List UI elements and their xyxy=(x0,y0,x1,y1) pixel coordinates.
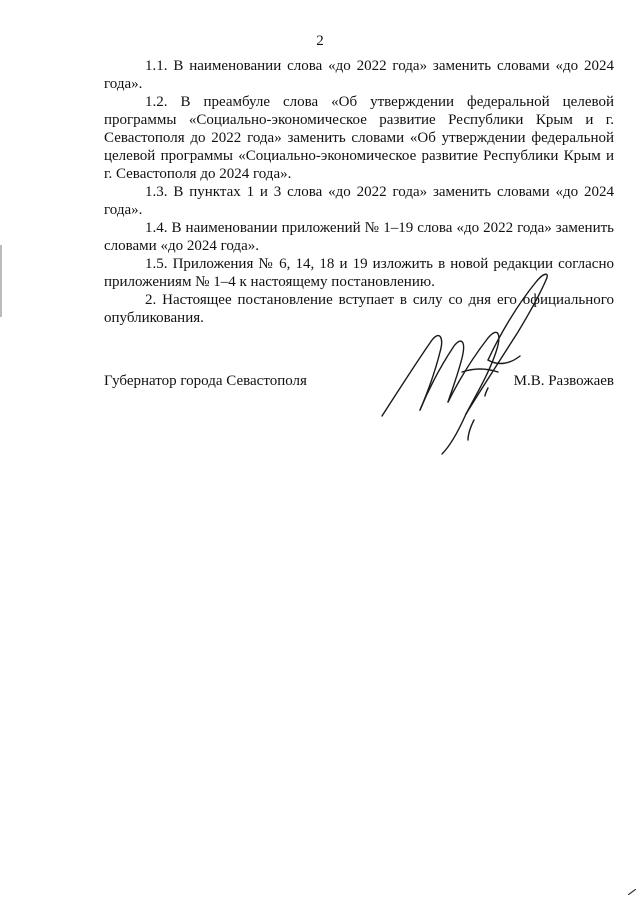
paragraph-2: 2. Настоящее постановление вступает в силу со дня его официального опубликования. xyxy=(104,292,614,326)
paragraph-1-3: 1.3. В пунктах 1 и 3 слова «до 2022 года» заменить словами «до 2024 года». xyxy=(104,184,614,218)
handwritten-signature xyxy=(370,268,570,458)
scan-corner-mark xyxy=(628,889,636,895)
signer-name: М.В. Развожаев xyxy=(513,373,614,389)
page-number: 2 xyxy=(316,33,324,49)
paragraph-1-1: 1.1. В наименовании слова «до 2022 года» заменить словами «до 2024 года». xyxy=(104,58,614,92)
paragraph-1-4: 1.4. В наименовании приложений № 1–19 слова «до 2022 года» заменить словами «до 2024 года». xyxy=(104,220,614,254)
signer-title: Губернатор города Севастополя xyxy=(104,373,307,389)
paragraph-1-2: 1.2. В преамбуле слова «Об утверждении федеральной целевой программы «Социально-экономическое развитие Республики Крым и г. Севастополя до 2022 года» заменить словами «Об утверждении федеральной целевой программы «Социально-экономическое развитие Республики Крым и г. Севастополя до 2024 года». xyxy=(104,94,614,182)
paragraph-1-5: 1.5. Приложения № 6, 14, 18 и 19 изложить в новой редакции согласно приложениям № 1–4 к настоящему постановлению. xyxy=(104,256,614,290)
scan-edge-mark xyxy=(0,245,2,317)
